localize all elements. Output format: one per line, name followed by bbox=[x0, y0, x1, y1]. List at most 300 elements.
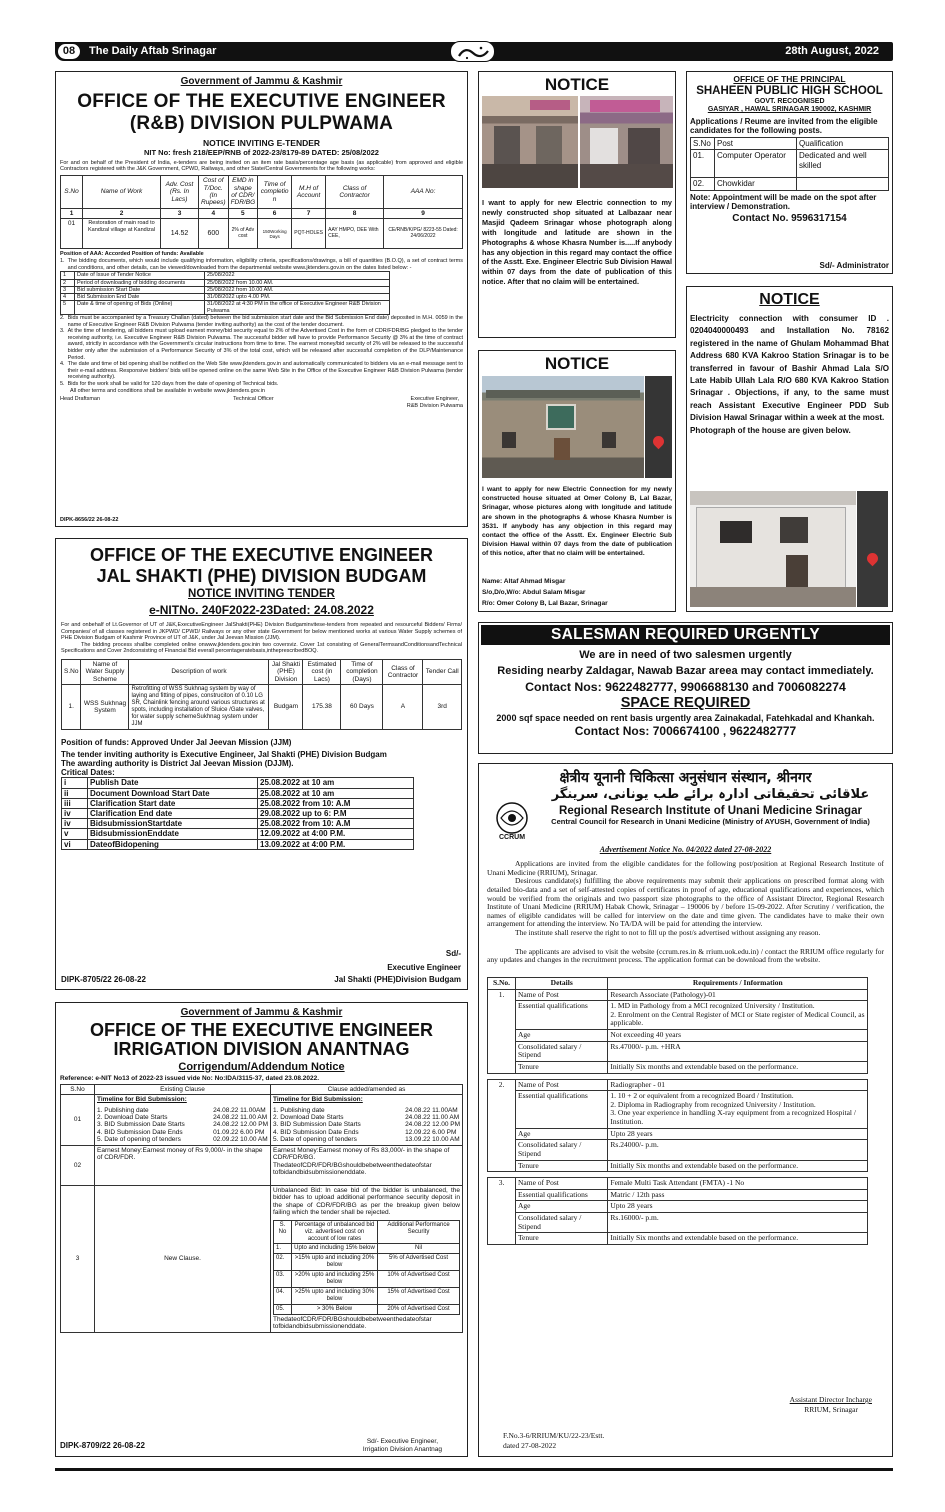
house-photo bbox=[690, 491, 856, 607]
page-date: 28th August, 2022 bbox=[785, 45, 879, 57]
tl-label: 2. Download Date Starts bbox=[273, 1114, 344, 1122]
col-details: Details bbox=[516, 977, 608, 989]
post-sno: 1. bbox=[488, 989, 516, 1073]
table-row bbox=[61, 279, 390, 286]
cell-amended-emd: Earnest Money:Earnest money of Rs 83,000/- in the shape of CDR/FDR/BG. ThedateofCDR/FDR/BGshouldbebetweenthedateofstar tofbidandbidsubmissionenddate. bbox=[271, 1145, 463, 1185]
d-lbl: BidsubmissionEnddate bbox=[88, 829, 258, 839]
s-sec: 5% of Advertised Cost bbox=[378, 1254, 460, 1271]
rnb-title-2: (R&B) DIVISION PULPWAMA bbox=[129, 112, 394, 134]
tl-label: 4. BID Submission Date Ends bbox=[97, 1128, 183, 1136]
table-row bbox=[61, 286, 390, 293]
tl-label: 5. Date of opening of tenders bbox=[273, 1136, 357, 1144]
rnb-p3-text: At the time of tendering, all bidders must upload earnest money/bid security equal to 2% of the Advertised Cost in the form of CDR/FDR/BG pledged to the tender receiving authority, i.e. Executive Engineer R&B Division Pulwama. The successful bidder will have to provide Performance Security @ 3% at the time of contract award, strictly in accordance with the Government's circular instructions from time to time. The earnest money/bid security of 2% will be released to the successful bidder only after the submission of a Performance Security of 3% of the total cost, which will be released after successful completion of the DLP/Maintenance Period. bbox=[67, 328, 463, 361]
school-contact: Contact No. 9596317154 bbox=[732, 212, 847, 224]
cell-class-with: With CEE, bbox=[328, 227, 379, 239]
shutter bbox=[628, 128, 660, 164]
phe-auth-2: The awarding authority is District Jal Jeevan Mission (DJJM). bbox=[61, 759, 294, 769]
tl-value: 24.08.22 12.00 PM bbox=[213, 1121, 268, 1129]
post-detail-label: Consolidated salary / Stipend bbox=[516, 1213, 608, 1233]
phe-title-1: OFFICE OF THE EXECUTIVE ENGINEER bbox=[89, 545, 434, 565]
tl-value: 24.08.22 11.00AM bbox=[213, 1106, 266, 1114]
col-qual: Qualification bbox=[797, 138, 889, 150]
house-window bbox=[720, 521, 752, 543]
post-detail-value: Rs.47000/- p.m. +HRA bbox=[608, 1041, 868, 1061]
masthead-logo bbox=[450, 41, 495, 62]
cell-class bbox=[326, 219, 384, 249]
tl-value: 02.09.22 10.00 AM bbox=[213, 1136, 268, 1144]
table-row bbox=[488, 1213, 868, 1233]
ground bbox=[690, 587, 856, 607]
signboard bbox=[590, 100, 660, 112]
shutter bbox=[494, 126, 520, 164]
table-row bbox=[61, 1095, 463, 1146]
shop-photo-right bbox=[580, 96, 673, 188]
notice-body: I want to apply for new Electric Connection for my newly constructed house situated at Omer Colony B, Lal Bazar, Srinagar, whose pictures along with longitude and latitude are shown in the photographs & whose Khasra Number is 3531. If anybody has any objection in this regard may contact the office of the Asstt. Ex. Engineer Electric Sub Division Hawal within 07 days from the date of publication of this notice, after that no claim will be entertained. bbox=[482, 486, 672, 558]
table-row bbox=[274, 1254, 460, 1271]
col-sno: S.No bbox=[691, 138, 715, 150]
d-val: 13.09.2022 at 4:00 P.M. bbox=[258, 839, 414, 849]
col-est: Estimated cost (in Lacs) bbox=[303, 659, 341, 684]
rnb-p1 bbox=[60, 258, 463, 271]
d-val: 31/08/2022 upto 4.00 PM. bbox=[205, 294, 390, 301]
phe-intro-2: The bidding process shallbe completed online onwww.jktenders.gov.inin two coversviz. Cover 1st consisting of GeneralTermsandConditionsandTechnical Specifications and Cover 2ndconsisting of Financial Bid everall percentageratebasis,intheprescribedBOQ. bbox=[61, 641, 462, 655]
cell-adv: 14.52 bbox=[161, 219, 199, 249]
d-no: 1 bbox=[61, 272, 75, 279]
d-no: iii bbox=[62, 798, 88, 808]
post-detail-value: Initially Six months and extendable based on the performance. bbox=[608, 1061, 868, 1073]
table-header bbox=[61, 176, 463, 209]
post-detail-label: Tenure bbox=[516, 1160, 608, 1172]
col-amended: Clause added/amended as bbox=[271, 1084, 463, 1094]
cell-sno: 1. bbox=[62, 685, 81, 729]
tl-label: 1. Publishing date bbox=[97, 1106, 149, 1114]
school-posts-table bbox=[690, 137, 889, 190]
irr-reference: Reference: e-NIT No13 of 2022-23 issued vide No: No:IDA/3115-37, dated 23.08.2022. bbox=[60, 1075, 320, 1083]
table-row bbox=[274, 1304, 460, 1314]
col-sno: S.No bbox=[61, 1084, 95, 1094]
cell-existing-emd: Earnest Money:Earnest money of Rs 9,000/- in the shape of CDR/FDR. bbox=[95, 1145, 271, 1185]
tl-value: 24.08.22 11.00 AM bbox=[213, 1114, 268, 1122]
colnum-9: 9 bbox=[384, 208, 463, 218]
cell-qual bbox=[797, 178, 889, 190]
post-detail-label: Age bbox=[516, 1030, 608, 1042]
table-row bbox=[488, 1041, 868, 1061]
geo-tag-panel bbox=[857, 491, 888, 607]
notice-shop-ad bbox=[478, 71, 676, 338]
col-emd: EMD in shape of CDR/ FDR/BG bbox=[228, 176, 258, 209]
s-pct: >20% upto and including 25% below bbox=[292, 1271, 378, 1288]
s-pct: > 30% Below bbox=[292, 1304, 378, 1314]
rnb-dipk: DIPK-8656/22 26-08-22 bbox=[60, 517, 119, 524]
salesman-line-1: We are in need of two salesmen urgently bbox=[579, 649, 792, 661]
unani-sig-2: RRIUM, Srinagar bbox=[804, 1405, 858, 1414]
unani-p4: The applicants are advised to visit the website (ccrum.res.in & rrium.uok.edu.in) / contact the RRIUM office regularly for any updates and changes in the recruitment process. The application format can be download from the website. bbox=[487, 946, 884, 965]
d-no: iv bbox=[62, 819, 88, 829]
cell-call: 3rd bbox=[423, 685, 462, 729]
unani-ad bbox=[478, 763, 893, 1457]
col-work: Name of Work bbox=[83, 176, 161, 209]
unani-fdate: dated 27-08-2022 bbox=[503, 1441, 557, 1450]
shutter bbox=[590, 128, 618, 164]
notice-body: Electricity connection with consumer ID . 0204040000493 and Installation No. 78162 registered in the name of Ghulam Mohammad Bhat Address 680 KVA Kakroo Station Srinagar is to be transferred in favour of Bashir Ahmad Lala S/O Late Habib Ullah Lala R/O 680 KVA Kakroo Station Srinagar . Objections, if any, to the same must reach Assistant Executive Engineer PDD Sub Division Hawal Srinagar within a week at the most. bbox=[690, 314, 889, 423]
cell-work: Restoration of main road to Kandizal village at Kandizal bbox=[83, 219, 161, 249]
col-req: Requirements / Information bbox=[608, 977, 868, 989]
cell-cost: 600 bbox=[199, 219, 229, 249]
post-detail-value: 1. MD in Pathology from a MCI recognized University / Institution. 2. Enrolment on the Central Register of MCI or State register of Medical Council, as applicable. bbox=[608, 1001, 868, 1030]
cell-class: A bbox=[383, 685, 423, 729]
tl-value: 24.08.22 12.00 PM bbox=[405, 1121, 460, 1129]
table-row bbox=[274, 1287, 460, 1304]
sig-officer: Technical Officer bbox=[233, 396, 274, 403]
tl-label: 3. BID Submission Date Starts bbox=[97, 1121, 185, 1129]
table-row bbox=[488, 1160, 868, 1172]
s-no: 1. bbox=[274, 1244, 292, 1254]
salesman-contact: Contact Nos: 9622482777, 9906688130 and 7006082274 bbox=[525, 680, 846, 695]
tl-label: 5. Date of opening of tenders bbox=[97, 1136, 181, 1144]
cell-sno: 01 bbox=[61, 1095, 95, 1146]
rnb-p5 bbox=[60, 381, 463, 388]
cell-post: Computer Operator bbox=[715, 150, 797, 178]
col-post: Post bbox=[715, 138, 797, 150]
d-no: v bbox=[62, 829, 88, 839]
s-sec: 10% of Advertised Cost bbox=[378, 1271, 460, 1288]
gov-line: Government of Jammu & Kashmir bbox=[180, 76, 343, 87]
d-lbl: Date & time of opening of Bids (Online) bbox=[75, 301, 205, 315]
house-window bbox=[602, 432, 616, 448]
notice-title: NOTICE bbox=[544, 354, 610, 373]
school-office: OFFICE OF THE PRINCIPAL bbox=[733, 74, 846, 84]
post-detail-value: Initially Six months and extendable based on the performance. bbox=[608, 1160, 868, 1172]
newspaper-name: The Daily Aftab Srinagar bbox=[89, 45, 217, 57]
rnb-title-1: OFFICE OF THE EXECUTIVE ENGINEER bbox=[77, 90, 446, 112]
photo-caption: Photograph of the house are given below. bbox=[690, 425, 851, 435]
s-no: 04. bbox=[274, 1287, 292, 1304]
tl-value: 24.08.22 11.00 AM bbox=[405, 1114, 460, 1122]
timeline-head: Timeline for Bid Submission: bbox=[97, 1096, 187, 1104]
school-note: Note: Appointment will be made on the spot after interview / Demonstration. bbox=[690, 192, 877, 211]
salesman-title: SALESMAN REQUIRED URGENTLY bbox=[481, 625, 890, 645]
d-val: 25.08.2022 at 10 am bbox=[258, 788, 414, 798]
s-sec: 15% of Advertised Cost bbox=[378, 1287, 460, 1304]
unani-urdu-title: علاقائی تحقیقاتی ادارہ برائے طب یونانی، سرینگر bbox=[551, 787, 870, 803]
table-row bbox=[488, 1128, 868, 1140]
col-aaa: AAA No: bbox=[384, 176, 463, 209]
rnb-position: Position of AAA: Accorded Position of funds: Available bbox=[60, 251, 204, 258]
post-detail-value: Rs.16000/- p.m. bbox=[608, 1213, 868, 1233]
salesman-line-2: Residing nearby Zaldagar, Nawab Bazar areea may contact immediately. bbox=[497, 664, 874, 677]
timeline-labels bbox=[273, 1107, 361, 1144]
s-no: 03. bbox=[274, 1271, 292, 1288]
d-no: 5 bbox=[61, 301, 75, 315]
cell-sno: 01 bbox=[61, 219, 83, 249]
house-window bbox=[780, 517, 808, 543]
d-lbl: Publish Date bbox=[88, 778, 258, 788]
post-detail-label: Age bbox=[516, 1128, 608, 1140]
s-no: 02. bbox=[274, 1254, 292, 1271]
phe-auth-1: The tender inviting authority is Executive Engineer, Jal Shakti (PHE) Division Budgam bbox=[61, 749, 387, 759]
colnum-7: 7 bbox=[292, 208, 326, 218]
phe-sd: Sd/- bbox=[445, 949, 461, 958]
tl-label: 1. Publishing date bbox=[273, 1106, 325, 1114]
irr-table bbox=[60, 1084, 463, 1333]
col-adv: Adv. Cost (Rs. In Lacs) bbox=[161, 176, 199, 209]
colnum-4: 4 bbox=[199, 208, 229, 218]
table-row bbox=[62, 788, 414, 798]
cell-emd: 2% of Adv cost bbox=[228, 219, 258, 249]
timeline-grid bbox=[273, 1107, 460, 1144]
cell-div: Budgam bbox=[269, 685, 303, 729]
house-roof bbox=[486, 390, 640, 398]
table-row bbox=[62, 819, 414, 829]
d-lbl: Clarification End date bbox=[88, 809, 258, 819]
unani-council: Central Council for Research in Unani Medicine (Ministry of AYUSH, Government of India) bbox=[551, 817, 870, 827]
rnb-p1-text: The bidding documents, which would include qualifying information, eligibility criteria, specifications/drawings, a bill of quantities (B.O.Q), a set of contract terms and conditions, and other details, can be viewed/downloaded from the departmental website www.jktenders.gov.in on the dates listed below: - bbox=[67, 258, 463, 271]
unani-p3: The institute shall reserve the right to not to fill up the post/s advertised without assigning any reason. bbox=[515, 928, 821, 938]
col-time: Time of completion (Days) bbox=[341, 659, 383, 684]
d-val: 31/08/2022 at 4:30 PM in the office of Executive Engineer R&B Division Pulwama bbox=[205, 301, 390, 315]
d-val: 25/08/2022 from 10.00 AM. bbox=[205, 286, 390, 293]
table-row bbox=[488, 1233, 868, 1245]
school-recognised: GOVT. RECOGNISED bbox=[754, 97, 825, 105]
table-row bbox=[274, 1244, 460, 1254]
notice-transfer-ad bbox=[686, 286, 893, 612]
notice-name: Name: Altaf Ahmad Misgar bbox=[482, 578, 566, 585]
table-row bbox=[488, 1079, 868, 1091]
signboard bbox=[530, 100, 570, 110]
rnb-p4-text: The date and time of bid opening shall be notified on the Web Site www.jktenders.gov.in and automatically communicated to bidders via an e-mail message sent to their e-mail address. Responsive bidders' bids will be opened online on the same Web Site in the Office of the Executive Engineer R&B Division Pulwama (tender receiving authority). bbox=[67, 361, 464, 381]
table-header bbox=[62, 659, 462, 684]
notice-body: I want to apply for new Electric connection to my newly constructed shop situated at Lalbazaar near Masjid Qadeem Srinagar whose photograph along with longitude and latitude are shown in the Photographs & whose Khasra Number is.....If anybody has any objection in this regard may contact the office of the Asstt. Exe. Engineer Electric Sub Division Hawal within 07 days from the date of publication of this notice. After that no claim will be entertained. bbox=[482, 198, 672, 287]
table-row bbox=[691, 178, 889, 190]
col-scheme: Name of Water Supply Scheme bbox=[81, 659, 129, 684]
shutter bbox=[536, 126, 562, 164]
table-row bbox=[274, 1271, 460, 1288]
notice-title: NOTICE bbox=[759, 291, 820, 308]
timeline-values bbox=[405, 1107, 460, 1144]
post-detail-label: Consolidated salary / Stipend bbox=[516, 1140, 608, 1160]
bottom-rule bbox=[55, 1468, 893, 1471]
unani-adv-no: Advertisement Notice No. 04/2022 dated 27-08-2022 bbox=[599, 844, 772, 854]
d-lbl: Bid Submission End Date bbox=[75, 294, 205, 301]
space-title: SPACE REQUIRED bbox=[620, 695, 751, 712]
table-row bbox=[62, 829, 414, 839]
colnum-3: 3 bbox=[161, 208, 199, 218]
school-ad bbox=[686, 71, 893, 274]
rnb-p5-text: Bids for the work shall be valid for 120 days from the date of opening of Technical bids. bbox=[67, 381, 279, 388]
unani-sig-1: Assistant Director Incharge bbox=[789, 1395, 872, 1404]
post-detail-value: Upto 28 years bbox=[608, 1128, 868, 1140]
post-detail-value: Female Multi Task Attendant (FMTA) -1 No bbox=[608, 1178, 868, 1190]
s-sec: Nil bbox=[378, 1244, 460, 1254]
cell-aaa: CE/RNB/K/PG/ 8223-55 Dated: 24/06/2022 bbox=[384, 219, 463, 249]
tl-value: 12.09.22 6.00 PM bbox=[405, 1128, 457, 1136]
d-val: 25.08.2022 from 10: A.M bbox=[258, 819, 414, 829]
col-cost: Cost of T/Doc. (In Rupees) bbox=[199, 176, 229, 209]
unani-p1: Applications are invited from the eligible candidates for the following post/position at Regional Research Institute of Unani Medicine (RRIUM), Srinagar. bbox=[487, 859, 884, 877]
rnb-tender-ad bbox=[55, 71, 468, 527]
d-lbl: DateofBidopening bbox=[88, 839, 258, 849]
s-no: 05. bbox=[274, 1304, 292, 1314]
rnb-p2-text: Bids must be accompanied by a Treasury Challan (dated) between the bid submission start date and the Bid Submission End date) deposited in M.H. 0059 in the name of Executive Engineer R&B Division Pulwama (tender inviting authority) as the cost of the tender document. bbox=[67, 315, 463, 328]
col-time: Time of completio n bbox=[258, 176, 292, 209]
sig-engineer-1: Executive Engineer, bbox=[410, 396, 460, 403]
cell-class-text: AAY HMPO, DEE bbox=[328, 227, 368, 234]
sub-col-sno: S. No bbox=[274, 1220, 292, 1244]
item-num: 3. bbox=[60, 328, 65, 335]
phe-works-table bbox=[61, 659, 462, 730]
post-detail-label: Name of Post bbox=[516, 1178, 608, 1190]
table-row bbox=[488, 1189, 868, 1201]
sig-engineer-2: R&B Division Pulwama bbox=[406, 402, 463, 409]
irr-sig-2: Irrigation Division Anantnag bbox=[362, 1445, 442, 1453]
rnb-signatures bbox=[60, 396, 463, 409]
col-call: Tender Call bbox=[423, 659, 462, 684]
post-detail-label: Name of Post bbox=[516, 1079, 608, 1091]
phe-tender-ad bbox=[55, 538, 468, 990]
unani-p2: Desirous candidate(s) fulfilling the above requirements may submit their applications on prescribed format along with detailed bio-data and a set of self-attested copies of certificates in proof of age, educational qualifications and experiences, which would be verified from the originals and two passport size photographs to the office of Assistant Director, Regional Research Institute of Unani Medicine (RRIUM) Habak Chowk, Srinagar – 190006 by / before 15-09-2022. After Scrutiny / verification, the names of eligible candidates will be called for interview on the date and time given. The candidates have to make their own arrangement for attending the interview. No TA/DA will be paid for attending the interview. bbox=[487, 876, 884, 929]
table-row bbox=[61, 294, 390, 301]
phe-funds: Position of funds: Approved Under Jal Jeevan Mission (JJM) bbox=[61, 737, 292, 747]
cell-mh: PQT-HOLES bbox=[292, 219, 326, 249]
phe-dates-table bbox=[61, 777, 414, 849]
d-no: 4 bbox=[61, 294, 75, 301]
tl-label: 2. Download Date Starts bbox=[97, 1114, 168, 1122]
school-address: GASIYAR , HAWAL SRINAGAR 190002, KASHMIR bbox=[707, 105, 872, 113]
d-val: 12.09.2022 at 4:00 P.M. bbox=[258, 829, 414, 839]
cell-qual: Dedicated and well skilled bbox=[797, 150, 889, 178]
tl-label: 3. BID Submission Date Starts bbox=[273, 1121, 361, 1129]
d-no: iv bbox=[62, 809, 88, 819]
phe-sig-1: Executive Engineer bbox=[387, 963, 461, 972]
table-row bbox=[488, 989, 868, 1001]
colnum-5: 5 bbox=[228, 208, 258, 218]
tl-label: 4. BID Submission Date Ends bbox=[273, 1128, 359, 1136]
s-sec: 20% of Advertised Cost bbox=[378, 1304, 460, 1314]
unbalanced-table bbox=[273, 1220, 460, 1315]
post-detail-value: Upto 28 years bbox=[608, 1201, 868, 1213]
notice-parent: S/o,D/o,W/o: Abdul Salam Misgar bbox=[482, 589, 586, 596]
gov-line: Government of Jammu & Kashmir bbox=[180, 1007, 343, 1018]
timeline-head: Timeline for Bid Submission: bbox=[273, 1096, 363, 1104]
col-sno: S.No. bbox=[488, 977, 516, 989]
col-class: Class of Contractor bbox=[383, 659, 423, 684]
irr-title-1: OFFICE OF THE EXECUTIVE ENGINEER bbox=[89, 1019, 434, 1040]
table-header bbox=[274, 1220, 460, 1244]
rnb-works-table bbox=[60, 175, 463, 249]
cell-new-clause: New Clause. bbox=[95, 1185, 271, 1332]
sub-col-pct: Percentage of unbalanced bid viz. advertised cost on account of low rates bbox=[292, 1220, 378, 1244]
shop-photo-left bbox=[482, 96, 578, 188]
unani-fno: F.No.3-6/RRIUM/KU/22-23/Estt. bbox=[503, 1431, 605, 1440]
post-detail-value: 1. 10 + 2 or equivalent from a recognized Board / Institution. 2. Diploma in Radiography from recognized University / Institution. 3. One year experience in handling X-ray equipment from a recognized Hospital / Institution. bbox=[608, 1091, 868, 1129]
post-detail-label: Name of Post bbox=[516, 989, 608, 1001]
notice-address: R/o: Omer Colony B, Lal Bazar, Srinagar bbox=[482, 600, 608, 607]
map-pin-icon bbox=[865, 551, 881, 567]
s-pct: >15% upto and including 20% below bbox=[292, 1254, 378, 1271]
salesman-ad bbox=[478, 622, 893, 754]
unani-hindi-title: क्षेत्रीय यूनानी चिकित्सा अनुसंधान संस्थान, श्रीनगर bbox=[559, 770, 812, 786]
phe-critical: Critical Dates: bbox=[61, 768, 115, 778]
table-row bbox=[61, 272, 390, 279]
d-no: 2 bbox=[61, 279, 75, 286]
table-row bbox=[488, 1201, 868, 1213]
post-detail-label: Tenure bbox=[516, 1233, 608, 1245]
page-number: 08 bbox=[58, 44, 80, 59]
post-detail-value: Rs.24000/- p.m. bbox=[608, 1140, 868, 1160]
page-header bbox=[55, 42, 893, 61]
post-detail-label: Tenure bbox=[516, 1061, 608, 1073]
table-row bbox=[488, 1030, 868, 1042]
table-row bbox=[61, 208, 463, 218]
d-no: vi bbox=[62, 839, 88, 849]
table-row bbox=[488, 1178, 868, 1190]
phe-intro: For and onbehalf of Lt.Governor of UT of J&K,ExecutiveEngineer JalShakti(PHE) Division Budgaminvitese-tenders from repeated and resourceful Bidders/ Firms/ Companies/ of all classes registered in JKPWD/ CPWD/ Railways or any other state Government for below mentioned works at various Water Supply schemes of PHE Division Budgam of Kashmir Province of UT of J&K, under Jal Jeevan Mission (JJM). bbox=[61, 622, 462, 642]
cell-post: Chowkidar bbox=[715, 178, 797, 190]
irrigation-ad bbox=[55, 1002, 468, 1457]
table-row bbox=[62, 685, 462, 729]
post-detail-value: Matric / 12th pass bbox=[608, 1189, 868, 1201]
irr-title-2: IRRIGATION DIVISION ANANTNAG bbox=[113, 1038, 410, 1059]
post-detail-value: Initially Six months and extendable based on the performance. bbox=[608, 1233, 868, 1245]
irr-dipk: DIPK-8709/22 26-08-22 bbox=[60, 1440, 145, 1450]
table-row bbox=[62, 778, 414, 788]
house-door bbox=[554, 438, 570, 460]
notice-title: NOTICE bbox=[544, 75, 610, 94]
cell-scheme: WSS Sukhnag System bbox=[81, 685, 129, 729]
phe-title-2: JAL SHAKTI (PHE) DIVISION BUDGAM bbox=[96, 566, 427, 586]
sub-col-sec: Additional Performance Security bbox=[378, 1220, 460, 1244]
post-detail-label: Consolidated salary / Stipend bbox=[516, 1041, 608, 1061]
table-row bbox=[61, 1185, 463, 1332]
phe-sig-2: Jal Shakti (PHE)Division Budgam bbox=[334, 975, 461, 984]
col-mh: M.H of Account bbox=[292, 176, 326, 209]
d-lbl: Period of downloading of bidding documents bbox=[75, 279, 205, 286]
post-detail-value: Research Associate (Pathology)-01 bbox=[608, 989, 868, 1001]
tl-value: 13.09.22 10.00 AM bbox=[405, 1136, 460, 1144]
colnum-8: 8 bbox=[326, 208, 384, 218]
item-num: 1. bbox=[60, 258, 65, 265]
timeline-grid bbox=[97, 1107, 268, 1144]
house-photo bbox=[482, 376, 644, 478]
col-sno: S.No bbox=[62, 659, 81, 684]
d-val: 25/08/2022 from 10.00 AM. bbox=[205, 279, 390, 286]
rnb-intro: For and on behalf of the President of India, e-tenders are being invited on an item rate basis/percentage age basis (as applicable) from approved and eligible Contractors registered with the J&K Government, CPWD, Railways, and other State/Central Governments for the following works: bbox=[60, 159, 463, 173]
post-detail-label: Essential qualifications bbox=[516, 1091, 608, 1129]
s-pct: >25% upto and including 30% below bbox=[292, 1287, 378, 1304]
post-detail-label: Essential qualifications bbox=[516, 1189, 608, 1201]
phe-enit: e-NITNo. 240F2022-23Dated: 24.08.2022 bbox=[149, 603, 374, 618]
map-pin-icon bbox=[651, 434, 667, 450]
col-sno: S.No bbox=[61, 176, 83, 209]
table-row bbox=[488, 1061, 868, 1073]
irr-subtitle: Corrigendum/Addendum Notice bbox=[178, 1060, 345, 1073]
item-num: 2. bbox=[60, 315, 65, 322]
school-name: SHAHEEN PUBLIC HIGH SCHOOL bbox=[696, 84, 883, 97]
sig-draftsman: Head Draftsman bbox=[60, 396, 101, 403]
school-sd: Sd/- Administrator bbox=[819, 260, 889, 270]
cell-est: 175.38 bbox=[303, 685, 341, 729]
sig-engineer bbox=[407, 396, 463, 409]
d-no: 3 bbox=[61, 286, 75, 293]
rnb-nit: NIT No: fresh 218/EEP/RNB of 2022-23/8179-89 DATED: 25/08/2022 bbox=[144, 148, 379, 158]
col-desc: Description of work bbox=[129, 659, 269, 684]
space-contact: Contact Nos: 7006674100 , 9622482777 bbox=[574, 724, 797, 739]
table-row bbox=[691, 150, 889, 178]
space-line: 2000 sqf space needed on rent basis urgently area Zainakadal, Fatehkadal and Khankah. bbox=[496, 713, 875, 724]
d-val: 29.08.2022 up to 6: P.M bbox=[258, 809, 414, 819]
house-window bbox=[502, 432, 516, 448]
ccrum-logo bbox=[487, 798, 537, 846]
